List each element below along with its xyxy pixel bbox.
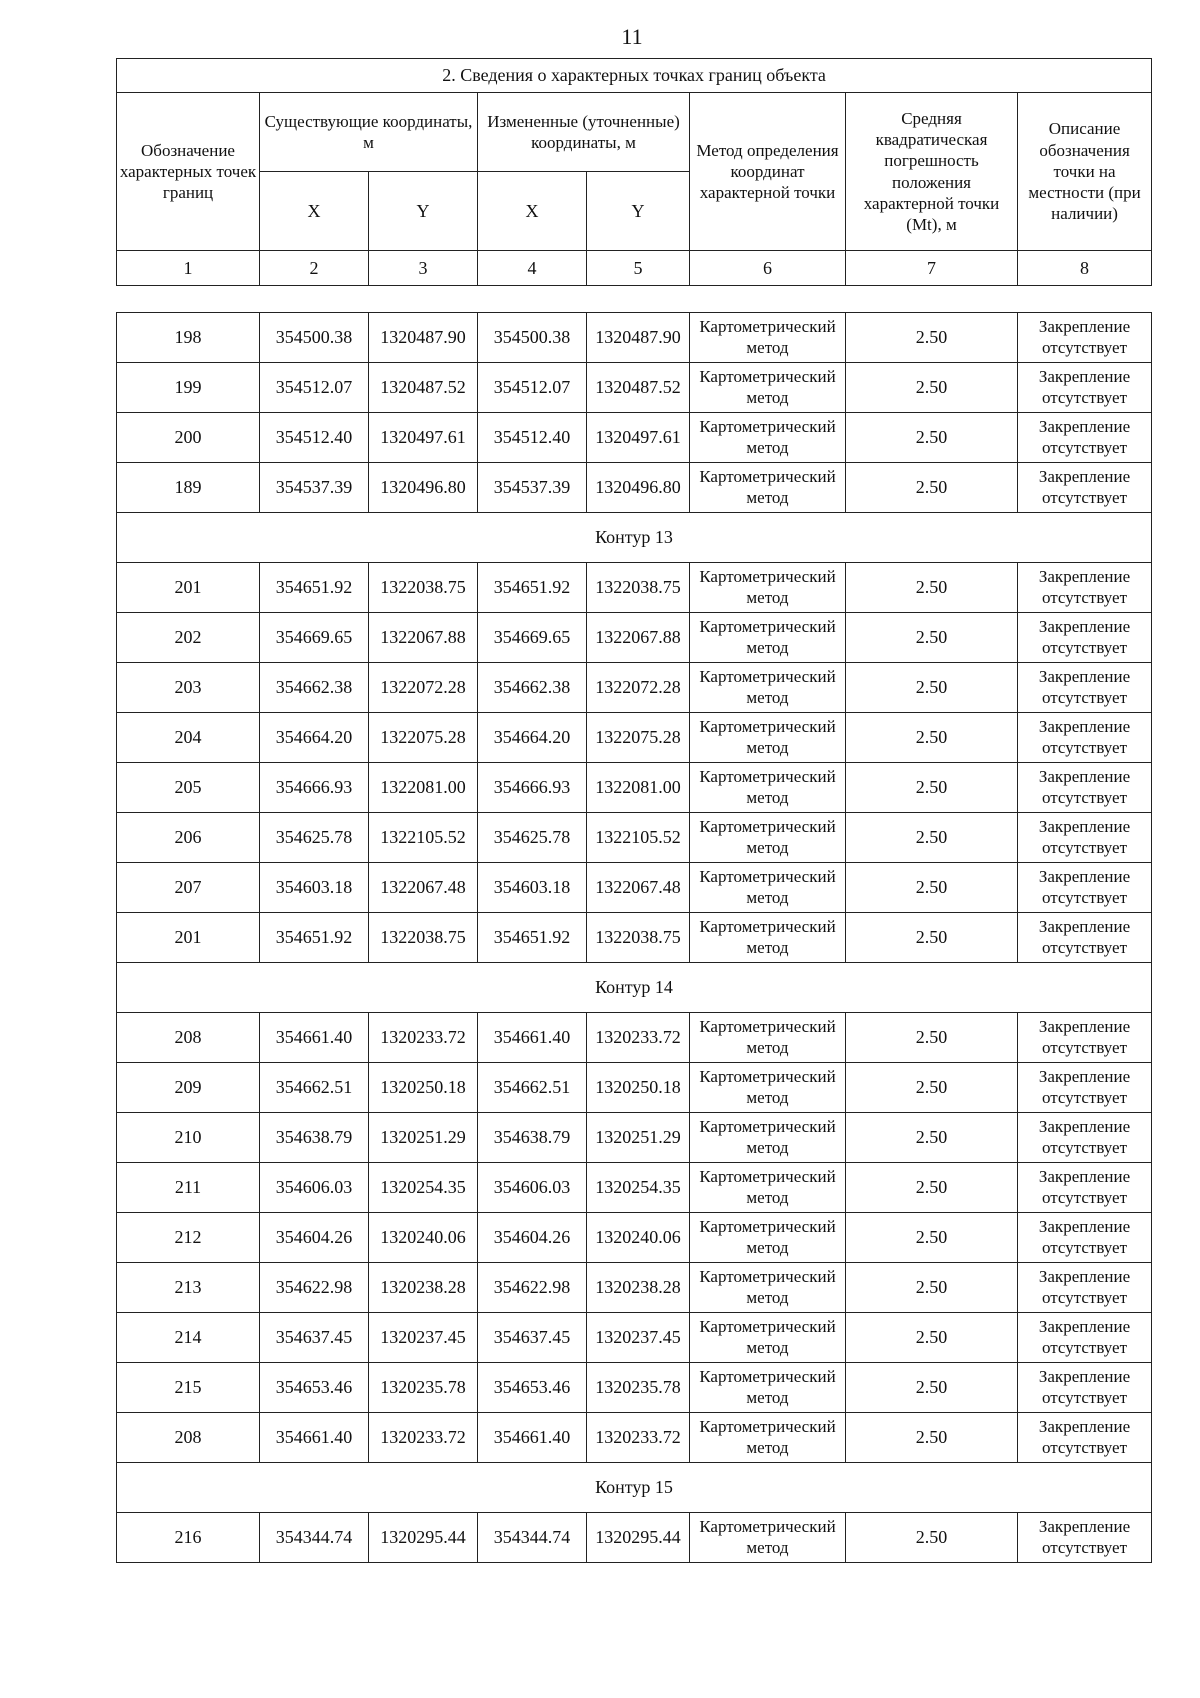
col-number: 4 xyxy=(478,251,587,286)
col-desc-header: Описание обозначения точки на местности (при наличии) xyxy=(1018,93,1152,251)
existing-y-cell: 1322067.48 xyxy=(369,863,478,913)
description-cell: Закрепление отсутствует xyxy=(1018,1013,1152,1063)
table-row xyxy=(117,413,1152,463)
description-cell: Закрепление отсутствует xyxy=(1018,1063,1152,1113)
contour-row xyxy=(117,513,1152,563)
method-cell: Картометрический метод xyxy=(690,763,846,813)
contour-label: Контур 14 xyxy=(117,963,1152,1013)
table-row xyxy=(117,813,1152,863)
existing-x-cell: 354662.51 xyxy=(260,1063,369,1113)
existing-x-cell: 354512.40 xyxy=(260,413,369,463)
existing-x-cell: 354604.26 xyxy=(260,1213,369,1263)
table-row xyxy=(117,913,1152,963)
changed-y-cell: 1320238.28 xyxy=(587,1263,690,1313)
existing-y-cell: 1322067.88 xyxy=(369,613,478,663)
changed-y-cell: 1320487.90 xyxy=(587,313,690,363)
changed-x-cell: 354651.92 xyxy=(478,913,587,963)
changed-x-cell: 354638.79 xyxy=(478,1113,587,1163)
changed-y-cell: 1320240.06 xyxy=(587,1213,690,1263)
col-changed-header: Измененные (уточненные) координаты, м xyxy=(478,93,690,172)
existing-y-cell: 1320233.72 xyxy=(369,1013,478,1063)
existing-y-cell: 1322038.75 xyxy=(369,913,478,963)
existing-x-cell: 354669.65 xyxy=(260,613,369,663)
changed-x-cell: 354666.93 xyxy=(478,763,587,813)
error-cell: 2.50 xyxy=(846,863,1018,913)
existing-y-cell: 1322081.00 xyxy=(369,763,478,813)
changed-y-cell: 1320233.72 xyxy=(587,1013,690,1063)
method-cell: Картометрический метод xyxy=(690,613,846,663)
existing-y-cell: 1320240.06 xyxy=(369,1213,478,1263)
method-cell: Картометрический метод xyxy=(690,663,846,713)
table-row xyxy=(117,1213,1152,1263)
description-cell: Закрепление отсутствует xyxy=(1018,1163,1152,1213)
existing-x-cell: 354661.40 xyxy=(260,1013,369,1063)
table-row xyxy=(117,1413,1152,1463)
existing-y-cell: 1320237.45 xyxy=(369,1313,478,1363)
changed-y-cell: 1322105.52 xyxy=(587,813,690,863)
point-id-cell: 216 xyxy=(117,1513,260,1563)
description-cell: Закрепление отсутствует xyxy=(1018,1413,1152,1463)
existing-y-cell: 1320250.18 xyxy=(369,1063,478,1113)
changed-y-cell: 1322075.28 xyxy=(587,713,690,763)
col-changed-x: X xyxy=(478,172,587,251)
col-number: 5 xyxy=(587,251,690,286)
description-cell: Закрепление отсутствует xyxy=(1018,863,1152,913)
changed-y-cell: 1322038.75 xyxy=(587,563,690,613)
existing-y-cell: 1320487.52 xyxy=(369,363,478,413)
point-id-cell: 198 xyxy=(117,313,260,363)
changed-y-cell: 1320497.61 xyxy=(587,413,690,463)
table-row xyxy=(117,663,1152,713)
error-cell: 2.50 xyxy=(846,613,1018,663)
existing-x-cell: 354653.46 xyxy=(260,1363,369,1413)
col-number: 1 xyxy=(117,251,260,286)
method-cell: Картометрический метод xyxy=(690,413,846,463)
changed-x-cell: 354604.26 xyxy=(478,1213,587,1263)
method-cell: Картометрический метод xyxy=(690,563,846,613)
table-row xyxy=(117,613,1152,663)
method-cell: Картометрический метод xyxy=(690,1063,846,1113)
existing-y-cell: 1320238.28 xyxy=(369,1263,478,1313)
changed-x-cell: 354664.20 xyxy=(478,713,587,763)
description-cell: Закрепление отсутствует xyxy=(1018,313,1152,363)
description-cell: Закрепление отсутствует xyxy=(1018,1113,1152,1163)
changed-x-cell: 354625.78 xyxy=(478,813,587,863)
point-id-cell: 213 xyxy=(117,1263,260,1313)
changed-x-cell: 354653.46 xyxy=(478,1363,587,1413)
method-cell: Картометрический метод xyxy=(690,313,846,363)
existing-x-cell: 354638.79 xyxy=(260,1113,369,1163)
existing-x-cell: 354603.18 xyxy=(260,863,369,913)
changed-y-cell: 1320233.72 xyxy=(587,1413,690,1463)
description-cell: Закрепление отсутствует xyxy=(1018,363,1152,413)
error-cell: 2.50 xyxy=(846,713,1018,763)
table-row xyxy=(117,713,1152,763)
existing-y-cell: 1320295.44 xyxy=(369,1513,478,1563)
changed-y-cell: 1322081.00 xyxy=(587,763,690,813)
description-cell: Закрепление отсутствует xyxy=(1018,713,1152,763)
error-cell: 2.50 xyxy=(846,1213,1018,1263)
point-id-cell: 200 xyxy=(117,413,260,463)
error-cell: 2.50 xyxy=(846,313,1018,363)
point-id-cell: 212 xyxy=(117,1213,260,1263)
existing-x-cell: 354664.20 xyxy=(260,713,369,763)
description-cell: Закрепление отсутствует xyxy=(1018,763,1152,813)
point-id-cell: 202 xyxy=(117,613,260,663)
point-id-cell: 206 xyxy=(117,813,260,863)
changed-y-cell: 1322038.75 xyxy=(587,913,690,963)
table-row xyxy=(117,313,1152,363)
col-existing-header: Существующие координаты, м xyxy=(260,93,478,172)
method-cell: Картометрический метод xyxy=(690,1413,846,1463)
changed-y-cell: 1322072.28 xyxy=(587,663,690,713)
changed-x-cell: 354512.07 xyxy=(478,363,587,413)
table-row xyxy=(117,563,1152,613)
point-id-cell: 204 xyxy=(117,713,260,763)
table-title: 2. Сведения о характерных точках границ объекта xyxy=(117,59,1152,93)
changed-y-cell: 1320251.29 xyxy=(587,1113,690,1163)
description-cell: Закрепление отсутствует xyxy=(1018,563,1152,613)
changed-x-cell: 354622.98 xyxy=(478,1263,587,1313)
col-changed-y: Y xyxy=(587,172,690,251)
table-row xyxy=(117,1063,1152,1113)
existing-x-cell: 354606.03 xyxy=(260,1163,369,1213)
method-cell: Картометрический метод xyxy=(690,1163,846,1213)
existing-x-cell: 354537.39 xyxy=(260,463,369,513)
col-point-header: Обозначение характерных точек границ xyxy=(117,93,260,251)
description-cell: Закрепление отсутствует xyxy=(1018,1263,1152,1313)
changed-x-cell: 354512.40 xyxy=(478,413,587,463)
table-row xyxy=(117,1513,1152,1563)
point-id-cell: 209 xyxy=(117,1063,260,1113)
changed-x-cell: 354651.92 xyxy=(478,563,587,613)
description-cell: Закрепление отсутствует xyxy=(1018,413,1152,463)
col-existing-y: Y xyxy=(369,172,478,251)
point-id-cell: 199 xyxy=(117,363,260,413)
method-cell: Картометрический метод xyxy=(690,863,846,913)
existing-x-cell: 354344.74 xyxy=(260,1513,369,1563)
col-existing-x: X xyxy=(260,172,369,251)
error-cell: 2.50 xyxy=(846,463,1018,513)
error-cell: 2.50 xyxy=(846,763,1018,813)
existing-x-cell: 354651.92 xyxy=(260,913,369,963)
error-cell: 2.50 xyxy=(846,1113,1018,1163)
error-cell: 2.50 xyxy=(846,1263,1018,1313)
error-cell: 2.50 xyxy=(846,1413,1018,1463)
col-number: 6 xyxy=(690,251,846,286)
method-cell: Картометрический метод xyxy=(690,1263,846,1313)
changed-y-cell: 1322067.88 xyxy=(587,613,690,663)
table-row xyxy=(117,1363,1152,1413)
existing-x-cell: 354666.93 xyxy=(260,763,369,813)
existing-x-cell: 354622.98 xyxy=(260,1263,369,1313)
changed-y-cell: 1320254.35 xyxy=(587,1163,690,1213)
existing-y-cell: 1322075.28 xyxy=(369,713,478,763)
contour-label: Контур 15 xyxy=(117,1463,1152,1513)
table-row xyxy=(117,363,1152,413)
method-cell: Картометрический метод xyxy=(690,1313,846,1363)
changed-y-cell: 1320237.45 xyxy=(587,1313,690,1363)
error-cell: 2.50 xyxy=(846,813,1018,863)
description-cell: Закрепление отсутствует xyxy=(1018,1213,1152,1263)
existing-x-cell: 354661.40 xyxy=(260,1413,369,1463)
contour-label: Контур 13 xyxy=(117,513,1152,563)
existing-y-cell: 1320251.29 xyxy=(369,1113,478,1163)
method-cell: Картометрический метод xyxy=(690,1213,846,1263)
changed-x-cell: 354344.74 xyxy=(478,1513,587,1563)
method-cell: Картометрический метод xyxy=(690,1013,846,1063)
changed-x-cell: 354662.38 xyxy=(478,663,587,713)
point-id-cell: 201 xyxy=(117,913,260,963)
changed-y-cell: 1320250.18 xyxy=(587,1063,690,1113)
method-cell: Картометрический метод xyxy=(690,1113,846,1163)
point-id-cell: 207 xyxy=(117,863,260,913)
col-number: 8 xyxy=(1018,251,1152,286)
changed-x-cell: 354661.40 xyxy=(478,1413,587,1463)
contour-row xyxy=(117,1463,1152,1513)
point-id-cell: 208 xyxy=(117,1013,260,1063)
existing-y-cell: 1320254.35 xyxy=(369,1163,478,1213)
page-number: 11 xyxy=(621,24,643,49)
method-cell: Картометрический метод xyxy=(690,913,846,963)
col-number: 2 xyxy=(260,251,369,286)
point-id-cell: 211 xyxy=(117,1163,260,1213)
existing-x-cell: 354512.07 xyxy=(260,363,369,413)
changed-x-cell: 354606.03 xyxy=(478,1163,587,1213)
error-cell: 2.50 xyxy=(846,663,1018,713)
error-cell: 2.50 xyxy=(846,363,1018,413)
error-cell: 2.50 xyxy=(846,1363,1018,1413)
existing-x-cell: 354625.78 xyxy=(260,813,369,863)
table-row xyxy=(117,1163,1152,1213)
existing-x-cell: 354637.45 xyxy=(260,1313,369,1363)
method-cell: Картометрический метод xyxy=(690,1363,846,1413)
error-cell: 2.50 xyxy=(846,913,1018,963)
point-id-cell: 210 xyxy=(117,1113,260,1163)
changed-y-cell: 1320496.80 xyxy=(587,463,690,513)
point-id-cell: 214 xyxy=(117,1313,260,1363)
table-row xyxy=(117,1013,1152,1063)
table-row xyxy=(117,1113,1152,1163)
description-cell: Закрепление отсутствует xyxy=(1018,1363,1152,1413)
changed-y-cell: 1322067.48 xyxy=(587,863,690,913)
existing-y-cell: 1322072.28 xyxy=(369,663,478,713)
table-row xyxy=(117,1313,1152,1363)
description-cell: Закрепление отсутствует xyxy=(1018,663,1152,713)
description-cell: Закрепление отсутствует xyxy=(1018,1513,1152,1563)
existing-y-cell: 1320496.80 xyxy=(369,463,478,513)
description-cell: Закрепление отсутствует xyxy=(1018,613,1152,663)
description-cell: Закрепление отсутствует xyxy=(1018,1313,1152,1363)
col-method-header: Метод определения координат характерной точки xyxy=(690,93,846,251)
col-error-header: Средняя квадратическая погрешность положения характерной точки (Mt), м xyxy=(846,93,1018,251)
changed-x-cell: 354637.45 xyxy=(478,1313,587,1363)
table-row xyxy=(117,763,1152,813)
error-cell: 2.50 xyxy=(846,563,1018,613)
changed-x-cell: 354537.39 xyxy=(478,463,587,513)
method-cell: Картометрический метод xyxy=(690,463,846,513)
col-number: 3 xyxy=(369,251,478,286)
table-row xyxy=(117,863,1152,913)
description-cell: Закрепление отсутствует xyxy=(1018,913,1152,963)
table-row xyxy=(117,463,1152,513)
existing-y-cell: 1322105.52 xyxy=(369,813,478,863)
error-cell: 2.50 xyxy=(846,1063,1018,1113)
existing-y-cell: 1320487.90 xyxy=(369,313,478,363)
method-cell: Картометрический метод xyxy=(690,1513,846,1563)
contour-row xyxy=(117,963,1152,1013)
table-row xyxy=(117,1263,1152,1313)
changed-y-cell: 1320235.78 xyxy=(587,1363,690,1413)
col-number: 7 xyxy=(846,251,1018,286)
changed-y-cell: 1320487.52 xyxy=(587,363,690,413)
existing-x-cell: 354662.38 xyxy=(260,663,369,713)
changed-y-cell: 1320295.44 xyxy=(587,1513,690,1563)
existing-y-cell: 1320497.61 xyxy=(369,413,478,463)
point-id-cell: 208 xyxy=(117,1413,260,1463)
description-cell: Закрепление отсутствует xyxy=(1018,463,1152,513)
point-id-cell: 215 xyxy=(117,1363,260,1413)
existing-x-cell: 354500.38 xyxy=(260,313,369,363)
point-id-cell: 205 xyxy=(117,763,260,813)
description-cell: Закрепление отсутствует xyxy=(1018,813,1152,863)
error-cell: 2.50 xyxy=(846,413,1018,463)
changed-x-cell: 354500.38 xyxy=(478,313,587,363)
points-table-header xyxy=(116,58,1152,286)
point-id-cell: 201 xyxy=(117,563,260,613)
method-cell: Картометрический метод xyxy=(690,363,846,413)
existing-y-cell: 1322038.75 xyxy=(369,563,478,613)
error-cell: 2.50 xyxy=(846,1313,1018,1363)
error-cell: 2.50 xyxy=(846,1163,1018,1213)
changed-x-cell: 354669.65 xyxy=(478,613,587,663)
error-cell: 2.50 xyxy=(846,1513,1018,1563)
method-cell: Картометрический метод xyxy=(690,813,846,863)
existing-y-cell: 1320233.72 xyxy=(369,1413,478,1463)
point-id-cell: 203 xyxy=(117,663,260,713)
existing-y-cell: 1320235.78 xyxy=(369,1363,478,1413)
changed-x-cell: 354661.40 xyxy=(478,1013,587,1063)
method-cell: Картометрический метод xyxy=(690,713,846,763)
points-table-body xyxy=(116,312,1152,1563)
error-cell: 2.50 xyxy=(846,1013,1018,1063)
point-id-cell: 189 xyxy=(117,463,260,513)
changed-x-cell: 354662.51 xyxy=(478,1063,587,1113)
existing-x-cell: 354651.92 xyxy=(260,563,369,613)
changed-x-cell: 354603.18 xyxy=(478,863,587,913)
